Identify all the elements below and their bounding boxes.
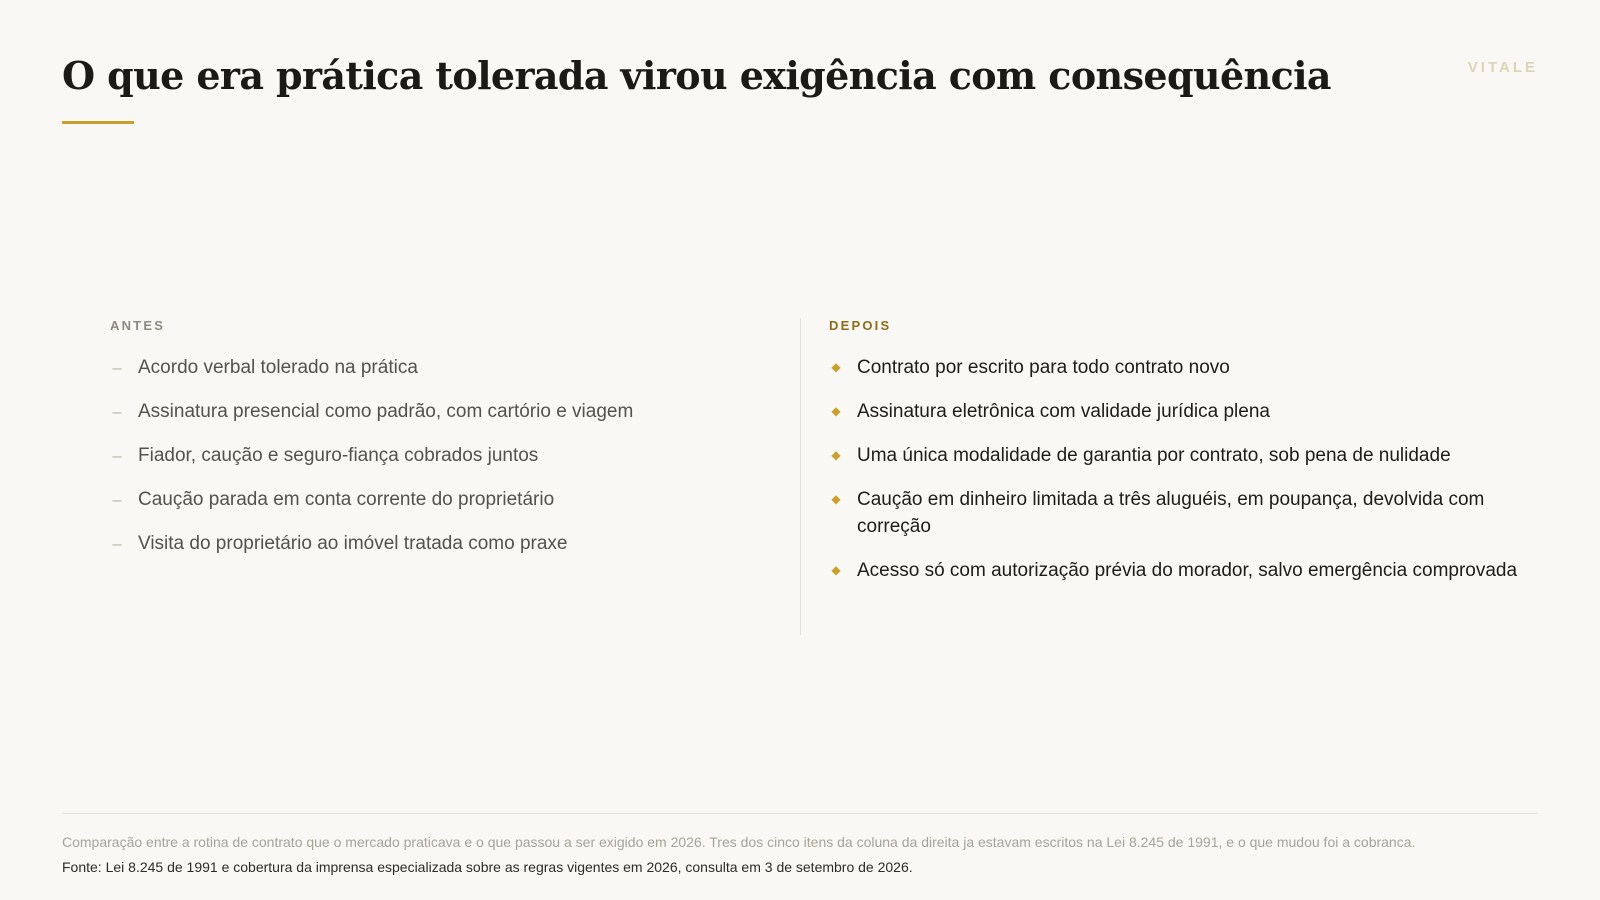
dash-icon: – [112,446,122,465]
dash-icon: – [112,402,122,421]
before-item [110,442,770,469]
after-item [829,398,1519,425]
diamond-bullet-icon: ◆ [831,404,841,418]
before-item-text: Caução parada em conta corrente do proprietário [138,489,555,510]
after-item [829,354,1519,381]
after-item-text: Contrato por escrito para todo contrato novo [857,357,1230,378]
after-item [829,557,1519,584]
before-column [110,318,770,574]
after-item [829,442,1519,469]
brand-logo: VITALE [1467,59,1538,76]
title-accent-rule [62,121,134,124]
footer-divider [62,813,1538,814]
before-item [110,486,770,513]
after-item-text: Caução em dinheiro limitada a três aluguéis, em poupança, devolvida com correção [857,489,1485,537]
after-column [829,318,1519,601]
dash-icon: – [112,490,122,509]
diamond-bullet-icon: ◆ [831,492,841,506]
before-item [110,354,770,381]
dash-icon: – [112,534,122,553]
after-list [829,354,1519,584]
before-item [110,398,770,425]
before-heading: ANTES [110,318,166,333]
dash-icon: – [112,358,122,377]
page-title: O que era prática tolerada virou exigência com consequência [62,53,1331,98]
footer-source: Fonte: Lei 8.245 de 1991 e cobertura da imprensa especializada sobre as regras vigentes em 2026, consulta em 3 de setembro de 2026. [62,859,913,875]
before-item-text: Fiador, caução e seguro-fiança cobrados juntos [138,445,539,466]
before-item-text: Acordo verbal tolerado na prática [138,357,418,378]
diamond-bullet-icon: ◆ [831,563,841,577]
footer-note: Comparação entre a rotina de contrato que o mercado praticava e o que passou a ser exigido em 2026. Tres dos cinco itens da coluna da direita ja estavam escritos na Lei 8.245 de 1991, e o que mudou foi a cobranca. [62,834,1416,850]
after-item-text: Assinatura eletrônica com validade jurídica plena [857,401,1270,422]
before-list [110,354,770,557]
before-item [110,530,770,557]
diamond-bullet-icon: ◆ [831,448,841,462]
before-item-text: Assinatura presencial como padrão, com cartório e viagem [138,401,634,422]
after-item [829,486,1519,540]
after-heading: DEPOIS [829,318,892,333]
after-item-text: Uma única modalidade de garantia por contrato, sob pena de nulidade [857,445,1451,466]
after-item-text: Acesso só com autorização prévia do morador, salvo emergência comprovada [857,560,1518,581]
before-item-text: Visita do proprietário ao imóvel tratada como praxe [138,533,568,554]
column-divider [800,318,801,635]
diamond-bullet-icon: ◆ [831,360,841,374]
